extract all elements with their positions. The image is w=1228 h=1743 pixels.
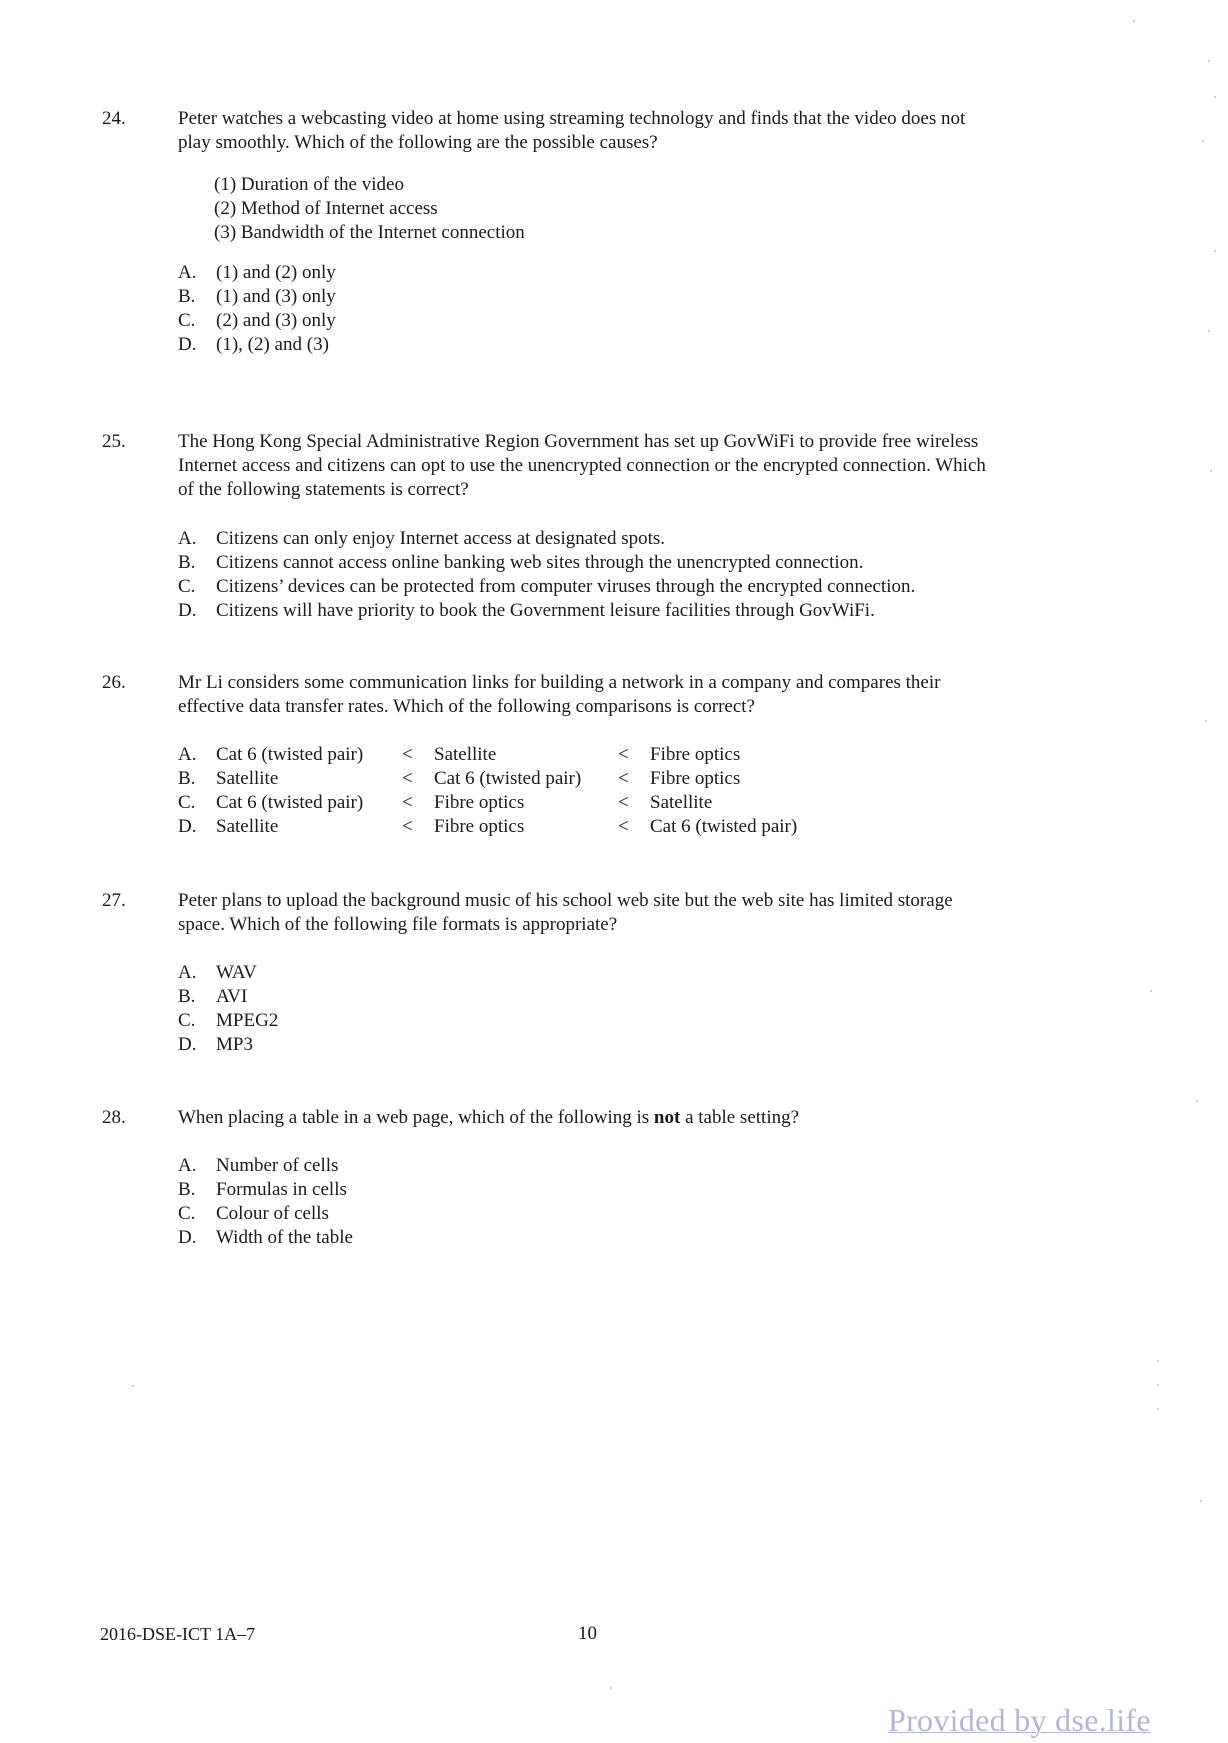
stem-line: Peter plans to upload the background music of his school web site but the web site has limited storage: [178, 890, 953, 911]
option-text: MPEG2: [216, 1010, 279, 1031]
question-number: 26.: [102, 672, 126, 693]
option-text: Width of the table: [216, 1227, 353, 1248]
question-stem: [178, 430, 1090, 502]
stem-line: space. Which of the following file formats is appropriate?: [178, 914, 618, 935]
option-label: B.: [178, 286, 196, 307]
option-text: Citizens’ devices can be protected from computer viruses through the encrypted connection.: [216, 576, 916, 597]
option-label: A.: [178, 962, 197, 983]
option-text: AVI: [216, 986, 248, 1007]
option-label: A.: [178, 1155, 197, 1176]
stem-line: play smoothly. Which of the following are the possible causes?: [178, 132, 658, 153]
option-label: A.: [178, 744, 197, 765]
question-stem: [178, 107, 1090, 155]
link-2: Satellite: [434, 744, 497, 765]
watermark-link[interactable]: Provided by dse.life: [888, 1702, 1151, 1738]
option-label: C.: [178, 1203, 196, 1224]
link-1: Cat 6 (twisted pair): [216, 744, 364, 765]
stem-line: Peter watches a webcasting video at home using streaming technology and finds that the video does not: [178, 108, 966, 129]
link-3: Cat 6 (twisted pair): [650, 816, 798, 837]
stem-text: When placing a table in a web page, which of the following is: [178, 1107, 654, 1128]
less-than-sign: <: [402, 744, 413, 765]
statement-item: (2) Method of Internet access: [214, 198, 438, 219]
less-than-sign: <: [618, 768, 629, 789]
option-label: C.: [178, 792, 196, 813]
less-than-sign: <: [618, 792, 629, 813]
link-1: Cat 6 (twisted pair): [216, 792, 364, 813]
question-stem: [178, 1106, 1090, 1130]
less-than-sign: <: [618, 816, 629, 837]
question-number: 24.: [102, 108, 126, 129]
link-2: Fibre optics: [434, 816, 525, 837]
question-number: 25.: [102, 431, 126, 452]
less-than-sign: <: [618, 744, 629, 765]
option-text: (1) and (2) only: [216, 262, 336, 283]
option-label: D.: [178, 816, 197, 837]
option-label: A.: [178, 262, 197, 283]
question-number: 28.: [102, 1107, 126, 1128]
option-text: Citizens will have priority to book the Government leisure facilities through GovWiFi.: [216, 600, 875, 621]
option-label: D.: [178, 600, 197, 621]
option-text: Citizens can only enjoy Internet access at designated spots.: [216, 528, 666, 549]
option-text: WAV: [216, 962, 257, 983]
comparison-option-a[interactable]: [178, 743, 818, 767]
option-label: C.: [178, 310, 196, 331]
option-text: Formulas in cells: [216, 1179, 347, 1200]
link-3: Fibre optics: [650, 744, 741, 765]
option-text: (1) and (3) only: [216, 286, 336, 307]
comparison-option-c[interactable]: [178, 791, 818, 815]
option-label: B.: [178, 768, 196, 789]
link-2: Fibre optics: [434, 792, 525, 813]
link-3: Satellite: [650, 792, 713, 813]
question-stem: [178, 671, 1090, 719]
stem-line: Mr Li considers some communication links for building a network in a company and compares their: [178, 672, 941, 693]
option-label: B.: [178, 1179, 196, 1200]
comparison-list: [178, 743, 818, 839]
option-label: B.: [178, 986, 196, 1007]
question-stem: [178, 889, 1090, 937]
comparison-option-b[interactable]: [178, 767, 818, 791]
option-label: C.: [178, 1010, 196, 1031]
option-label: D.: [178, 334, 197, 355]
link-2: Cat 6 (twisted pair): [434, 768, 582, 789]
link-1: Satellite: [216, 768, 279, 789]
link-1: Satellite: [216, 816, 279, 837]
stem-line: [178, 1106, 1090, 1130]
question-number: 27.: [102, 890, 126, 911]
statement-item: (3) Bandwidth of the Internet connection: [214, 222, 525, 243]
option-label: D.: [178, 1227, 197, 1248]
option-text: MP3: [216, 1034, 253, 1055]
option-text: (1), (2) and (3): [216, 334, 329, 355]
option-label: B.: [178, 552, 196, 573]
stem-line: Internet access and citizens can opt to use the unencrypted connection or the encrypted connection. Which: [178, 455, 986, 476]
comparison-option-d[interactable]: [178, 815, 818, 839]
option-text: Colour of cells: [216, 1203, 329, 1224]
statement-list: [214, 173, 525, 245]
stem-line: The Hong Kong Special Administrative Region Government has set up GovWiFi to provide free wireless: [178, 431, 979, 452]
statement-item: (1) Duration of the video: [214, 174, 404, 195]
paper-code: 2016-DSE-ICT 1A–7: [100, 1624, 256, 1644]
less-than-sign: <: [402, 816, 413, 837]
link-3: Fibre optics: [650, 768, 741, 789]
less-than-sign: <: [402, 792, 413, 813]
stem-emphasis: not: [653, 1107, 681, 1128]
option-label: A.: [178, 528, 197, 549]
stem-text: a table setting?: [680, 1107, 800, 1128]
option-text: (2) and (3) only: [216, 310, 336, 331]
option-label: D.: [178, 1034, 197, 1055]
option-text: Citizens cannot access online banking web sites through the unencrypted connection.: [216, 552, 864, 573]
stem-line: effective data transfer rates. Which of the following comparisons is correct?: [178, 696, 755, 717]
page-number: 10: [578, 1623, 597, 1644]
stem-line: of the following statements is correct?: [178, 479, 469, 500]
option-label: C.: [178, 576, 196, 597]
less-than-sign: <: [402, 768, 413, 789]
option-text: Number of cells: [216, 1155, 339, 1176]
